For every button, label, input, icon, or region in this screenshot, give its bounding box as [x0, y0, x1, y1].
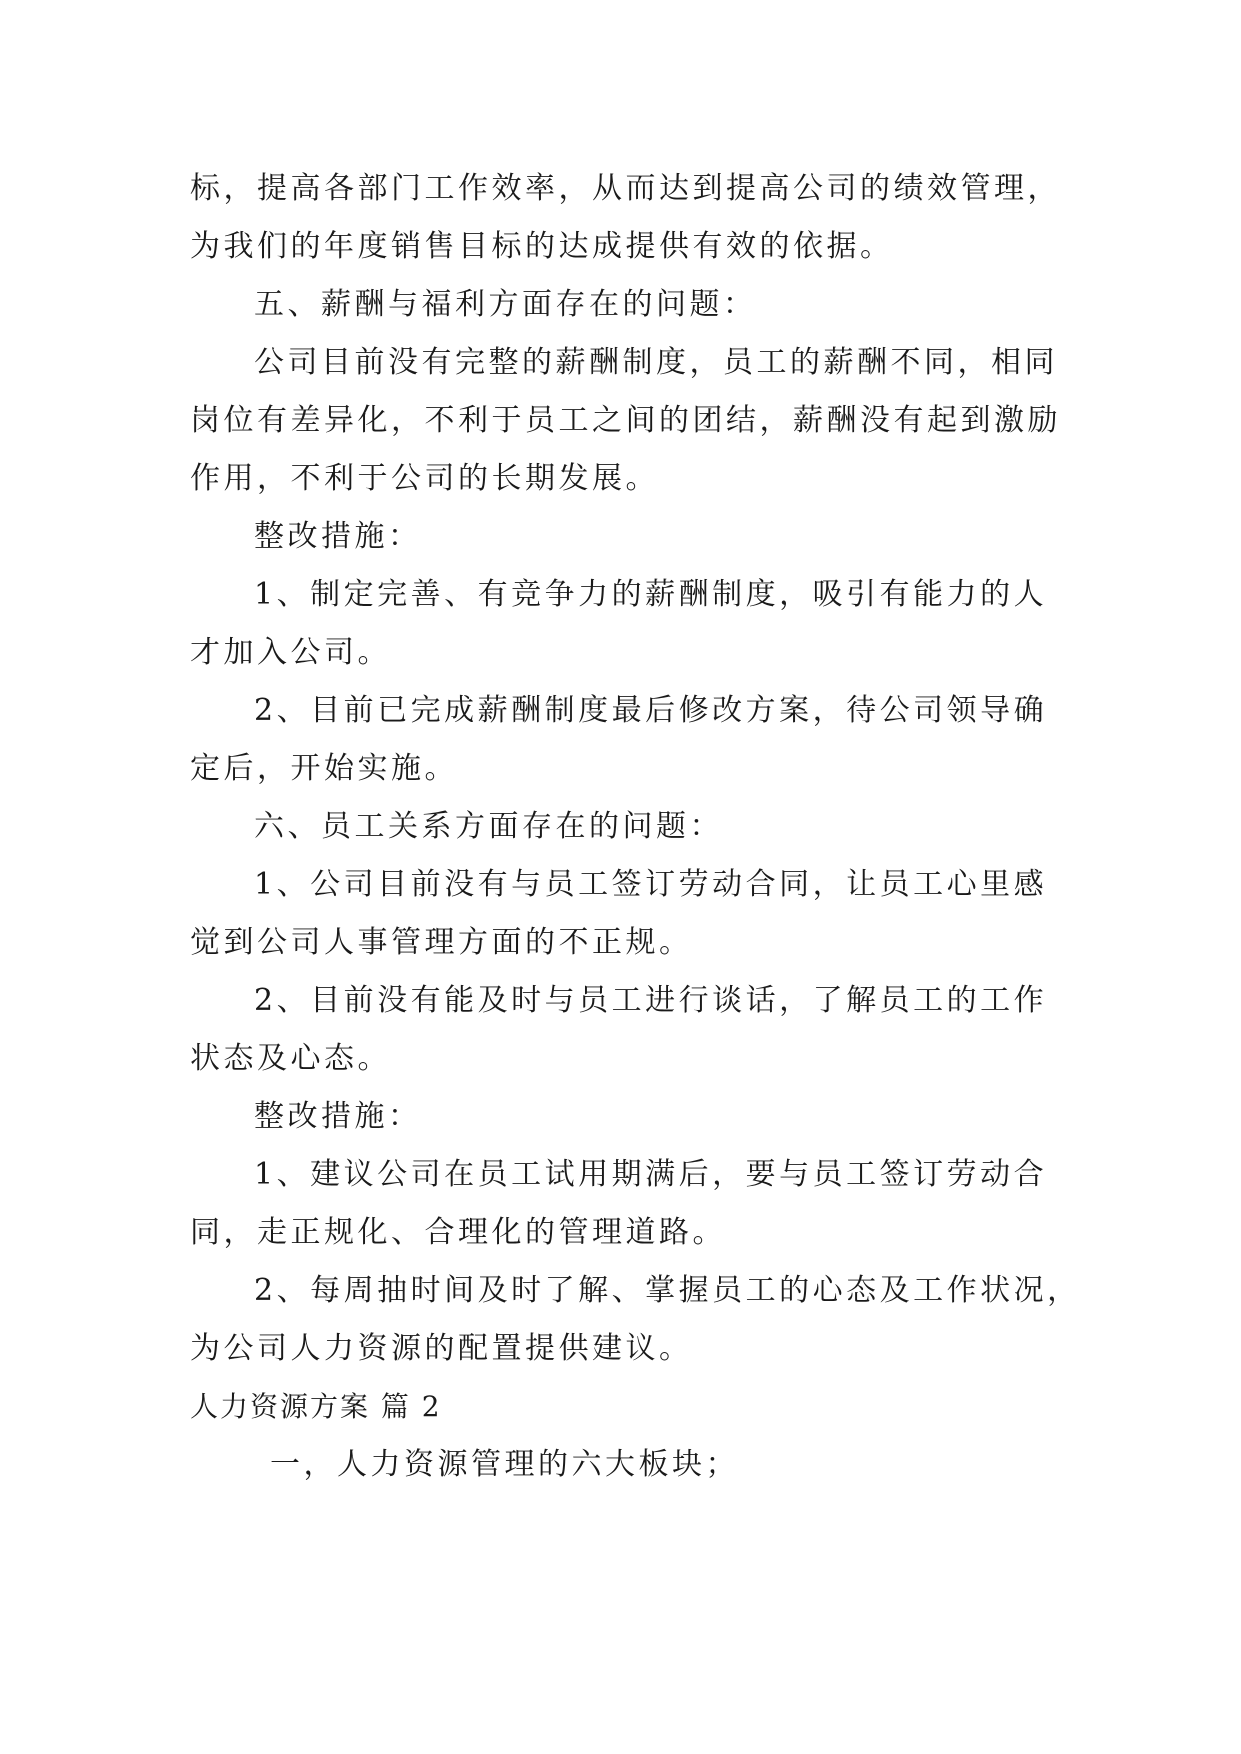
list-item-line: 状态及心态。 — [190, 1041, 391, 1076]
list-item-line: 同，走正规化、合理化的管理道路。 — [190, 1215, 726, 1250]
paragraph-line: 为我们的年度销售目标的达成提供有效的依据。 — [190, 229, 894, 264]
list-item-line: 2、每周抽时间及时了解、掌握员工的心态及工作状况， — [254, 1273, 1081, 1308]
rectification-heading: 整改措施： — [254, 519, 422, 554]
list-item-line: 1、建议公司在员工试用期满后，要与员工签订劳动合 — [254, 1157, 1048, 1192]
paragraph-line: 公司目前没有完整的薪酬制度，员工的薪酬不同，相同 — [254, 345, 1058, 380]
list-item-line: 为公司人力资源的配置提供建议。 — [190, 1331, 693, 1366]
document-body — [190, 160, 1081, 1494]
list-item-line: 1、公司目前没有与员工签订劳动合同，让员工心里感 — [254, 867, 1048, 902]
list-item-line: 才加入公司。 — [190, 635, 391, 670]
list-item-line: 2、目前没有能及时与员工进行谈话，了解员工的工作 — [254, 983, 1048, 1018]
article-title: 人力资源方案 篇 2 — [190, 1390, 442, 1423]
section-heading: 六、员工关系方面存在的问题： — [254, 809, 723, 844]
rectification-heading: 整改措施： — [254, 1099, 422, 1134]
paragraph-line: 作用，不利于公司的长期发展。 — [190, 461, 659, 496]
section-heading: 五、薪酬与福利方面存在的问题： — [254, 287, 757, 322]
paragraph-line: 岗位有差异化，不利于员工之间的团结，薪酬没有起到激励 — [190, 403, 1061, 438]
list-item-line: 2、目前已完成薪酬制度最后修改方案，待公司领导确 — [254, 693, 1048, 728]
list-item-line: 定后，开始实施。 — [190, 751, 458, 786]
sub-heading: 一，人力资源管理的六大板块； — [270, 1447, 739, 1482]
paragraph-line: 标，提高各部门工作效率，从而达到提高公司的绩效管理， — [190, 171, 1061, 206]
list-item-line: 觉到公司人事管理方面的不正规。 — [190, 925, 693, 960]
list-item-line: 1、制定完善、有竞争力的薪酬制度，吸引有能力的人 — [254, 577, 1048, 612]
